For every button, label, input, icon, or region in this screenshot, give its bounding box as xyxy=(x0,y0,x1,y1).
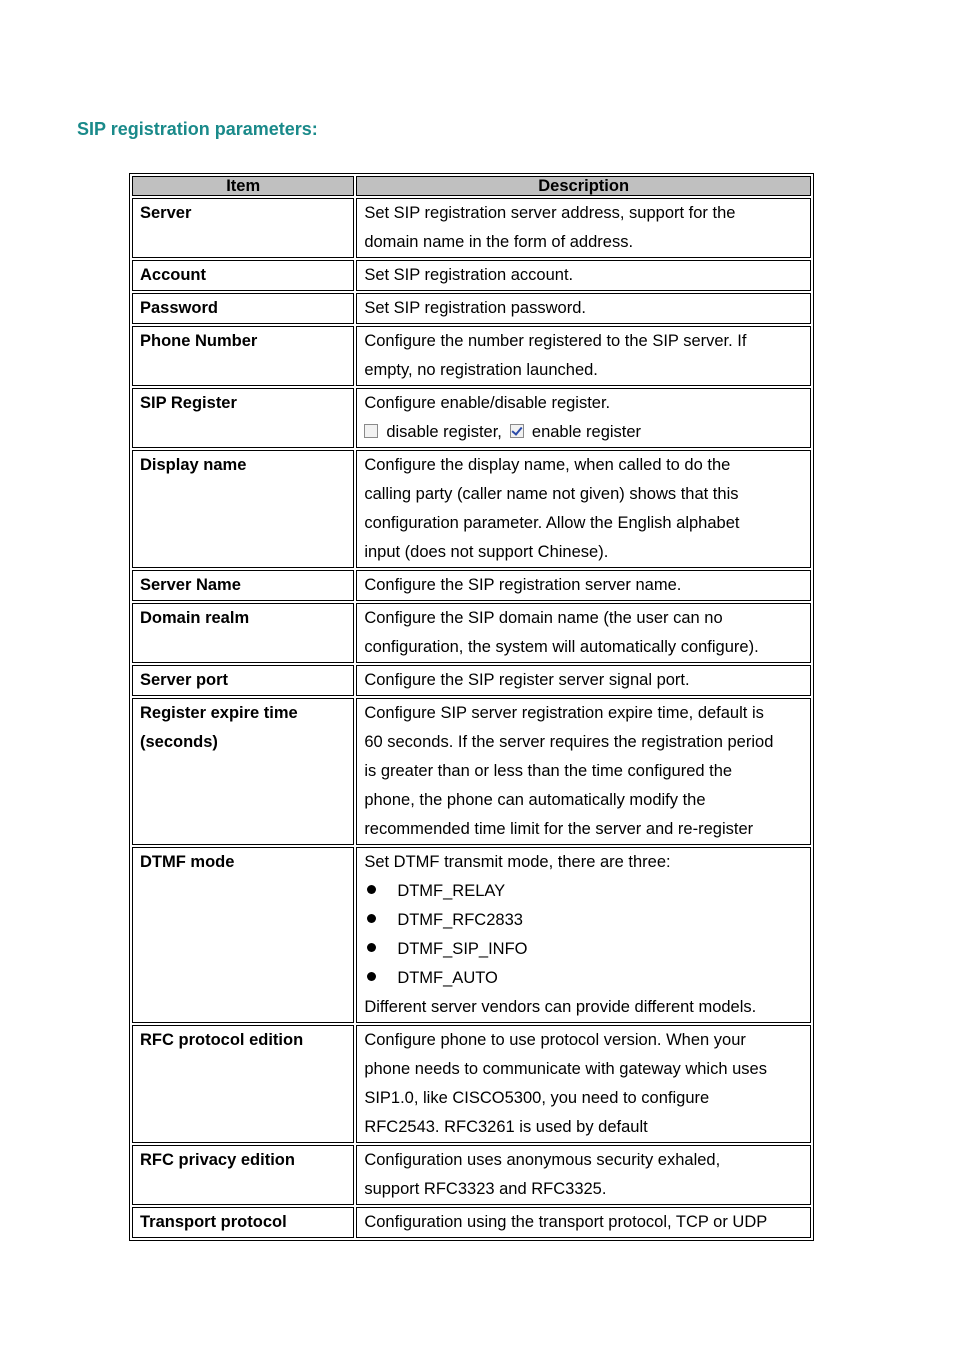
description-line: configuration, the system will automatically configure). xyxy=(364,638,759,656)
bullet-dot-icon xyxy=(367,972,376,981)
description-cell xyxy=(356,388,811,448)
item-label: Register expire time xyxy=(140,704,298,722)
description-line: Configure the number registered to the SIP server. If xyxy=(364,332,747,350)
bullet-text: DTMF_SIP_INFO xyxy=(397,940,528,958)
item-cell xyxy=(132,1207,354,1238)
bullet-dot-icon xyxy=(367,885,376,894)
description-line: Configure phone to use protocol version. When your xyxy=(364,1031,746,1049)
description-line: is greater than or less than the time configured the xyxy=(364,762,733,780)
header-description: Description xyxy=(356,176,811,196)
item-label: Transport protocol xyxy=(140,1213,287,1231)
item-label: Phone Number xyxy=(140,332,258,350)
item-cell xyxy=(132,603,354,663)
description-line: Set SIP registration password. xyxy=(364,299,586,317)
description-line: Configure the SIP registration server name. xyxy=(364,576,682,594)
item-label: RFC protocol edition xyxy=(140,1031,304,1049)
item-cell xyxy=(132,326,354,386)
description-line: phone needs to communicate with gateway which uses xyxy=(364,1060,767,1078)
description-line: Different server vendors can provide different models. xyxy=(364,998,757,1016)
item-label: Password xyxy=(140,299,218,317)
item-label: Domain realm xyxy=(140,609,250,627)
item-label: DTMF mode xyxy=(140,853,235,871)
table-row xyxy=(132,326,811,386)
item-label: (seconds) xyxy=(140,733,218,751)
unchecked-checkbox-icon xyxy=(364,424,378,438)
item-label: Server Name xyxy=(140,576,241,594)
checkbox-legend xyxy=(364,418,804,447)
description-cell xyxy=(356,1145,811,1205)
description-cell xyxy=(356,326,811,386)
description-line: RFC2543. RFC3261 is used by default xyxy=(364,1118,648,1136)
bullet-dot-icon xyxy=(367,943,376,952)
table-row xyxy=(132,698,811,845)
item-label: RFC privacy edition xyxy=(140,1151,295,1169)
table-body xyxy=(132,198,811,1238)
bullet-item xyxy=(364,964,804,993)
table-row xyxy=(132,1025,811,1143)
bullet-dot-icon xyxy=(367,914,376,923)
description-line: Set DTMF transmit mode, there are three: xyxy=(364,853,671,871)
sip-parameters-table xyxy=(129,173,814,1241)
item-cell xyxy=(132,847,354,1023)
description-line: Configure the SIP domain name (the user can no xyxy=(364,609,723,627)
bullet-text: DTMF_AUTO xyxy=(397,969,498,987)
description-line: Configuration using the transport protocol, TCP or UDP xyxy=(364,1213,768,1231)
table-row xyxy=(132,198,811,258)
table-row xyxy=(132,1207,811,1238)
table-row xyxy=(132,665,811,696)
description-line: phone, the phone can automatically modify the xyxy=(364,791,706,809)
table-row xyxy=(132,847,811,1023)
bullet-item xyxy=(364,906,804,935)
bullet-item xyxy=(364,935,804,964)
description-line: support RFC3323 and RFC3325. xyxy=(364,1180,607,1198)
table-row xyxy=(132,388,811,448)
description-line: empty, no registration launched. xyxy=(364,361,598,379)
item-cell xyxy=(132,570,354,601)
bullet-text: DTMF_RFC2833 xyxy=(397,911,523,929)
item-cell xyxy=(132,388,354,448)
item-cell xyxy=(132,1145,354,1205)
description-line: configuration parameter. Allow the English alphabet xyxy=(364,514,740,532)
table-row xyxy=(132,293,811,324)
description-cell xyxy=(356,1025,811,1143)
item-cell xyxy=(132,293,354,324)
description-line: Set SIP registration account. xyxy=(364,266,574,284)
description-line: input (does not support Chinese). xyxy=(364,543,609,561)
description-cell xyxy=(356,198,811,258)
description-cell xyxy=(356,450,811,568)
description-line: Configure SIP server registration expire time, default is xyxy=(364,704,764,722)
description-cell xyxy=(356,293,811,324)
item-cell xyxy=(132,698,354,845)
item-label: Server xyxy=(140,204,192,222)
header-item: Item xyxy=(132,176,354,196)
description-cell xyxy=(356,570,811,601)
description-cell xyxy=(356,847,811,1023)
enable-register-label: enable register xyxy=(531,423,642,441)
description-line: 60 seconds. If the server requires the registration period xyxy=(364,733,774,751)
description-cell xyxy=(356,698,811,845)
description-line: Configure the display name, when called to do the xyxy=(364,456,731,474)
item-label: Server port xyxy=(140,671,229,689)
description-cell xyxy=(356,260,811,291)
table-row xyxy=(132,260,811,291)
description-line: Configure enable/disable register. xyxy=(364,394,611,412)
table-row xyxy=(132,450,811,568)
bullet-text: DTMF_RELAY xyxy=(397,882,506,900)
checked-checkbox-icon xyxy=(510,424,524,438)
description-line: recommended time limit for the server and re-register xyxy=(364,820,754,838)
item-cell xyxy=(132,260,354,291)
description-line: SIP1.0, like CISCO5300, you need to configure xyxy=(364,1089,710,1107)
description-line: Configuration uses anonymous security exhaled, xyxy=(364,1151,721,1169)
item-cell xyxy=(132,198,354,258)
table-row xyxy=(132,1145,811,1205)
table-row xyxy=(132,570,811,601)
section-title: SIP registration parameters: xyxy=(77,119,318,139)
description-line: domain name in the form of address. xyxy=(364,233,634,251)
item-cell xyxy=(132,450,354,568)
description-cell xyxy=(356,1207,811,1238)
bullet-item xyxy=(364,877,804,906)
item-label: SIP Register xyxy=(140,394,237,412)
table-header-row xyxy=(132,176,811,196)
item-label: Display name xyxy=(140,456,247,474)
description-line: calling party (caller name not given) shows that this xyxy=(364,485,739,503)
item-cell xyxy=(132,1025,354,1143)
description-line: Configure the SIP register server signal port. xyxy=(364,671,690,689)
disable-register-label: disable register, xyxy=(386,423,502,441)
description-cell xyxy=(356,665,811,696)
table-row xyxy=(132,603,811,663)
description-cell xyxy=(356,603,811,663)
description-line: Set SIP registration server address, support for the xyxy=(364,204,736,222)
item-label: Account xyxy=(140,266,206,284)
item-cell xyxy=(132,665,354,696)
